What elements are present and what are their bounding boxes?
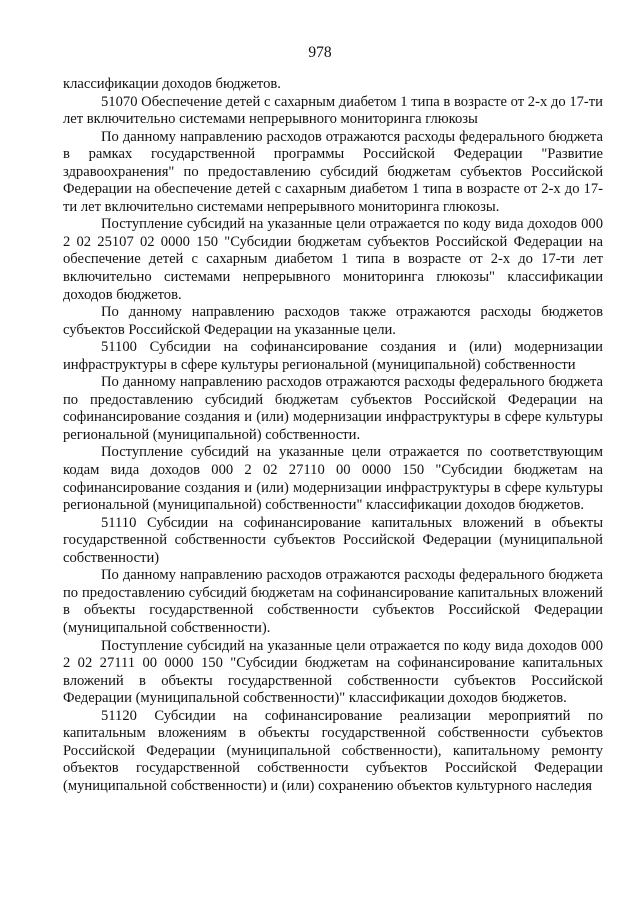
paragraph: По данному направлению расходов отражаются расходы федерального бюджета в рамках государственной программы Российской Федерации "Развитие здравоохранения" по предоставлению субсидий бюджетам субъектов Российской Федерации на обеспечение детей с сахарным диабетом 1 типа в возрасте от 2-х до 17-ти лет включительно системами непрерывного мониторинга глюкозы. bbox=[63, 128, 603, 215]
paragraph: Поступление субсидий на указанные цели отражается по коду вида доходов 000 2 02 27111 00 0000 150 "Субсидии бюджетам на софинансирование капитальных вложений в объекты государственной собственности субъектов Российской Федерации (муниципальной собственности)" классификации доходов бюджетов. bbox=[63, 637, 603, 707]
section-heading-51100: 51100 Субсидии на софинансирование создания и (или) модернизации инфраструктуры в сфере культуры региональной (муниципальной) собственности bbox=[63, 339, 603, 373]
paragraph: Поступление субсидий на указанные цели отражается по соответствующим кодам вида доходов 000 2 02 27110 00 0000 150 "Субсидии бюджетам на софинансирование создания и (или) модернизации инфраструктуры в сфере культуры региональной (муниципальной) собственности" классификации доходов бюджетов. bbox=[63, 444, 603, 514]
paragraph: По данному направлению расходов отражаются расходы федерального бюджета по предоставлению субсидий бюджетам субъектов Российской Федерации на софинансирование создания и (или) модернизации инфраструктуры в сфере культуры региональной (муниципальной) собственности. bbox=[63, 374, 603, 443]
paragraph: По данному направлению расходов также отражаются расходы бюджетов субъектов Российской Федерации на указанные цели. bbox=[63, 304, 603, 338]
section-heading-51070: 51070 Обеспечение детей с сахарным диабетом 1 типа в возрасте от 2-х до 17-ти лет включительно системами непрерывного мониторинга глюкозы bbox=[63, 93, 603, 128]
section-heading-51110: 51110 Субсидии на софинансирование капитальных вложений в объекты государственной собственности субъектов Российской Федерации (муниципальной собственности) bbox=[63, 514, 603, 566]
paragraph-continuation: классификации доходов бюджетов. bbox=[63, 76, 281, 92]
section-heading-51120: 51120 Субсидии на софинансирование реализации мероприятий по капитальным вложениям в объекты государственной собственности субъектов Российской Федерации (муниципальной собственности), капитальному ремонту объектов государственной собственности субъектов Российской Федерации (муниципальной собственности) и (или) сохранению объектов культурного наследия bbox=[63, 707, 603, 794]
page-number: 978 bbox=[308, 44, 332, 61]
paragraph: По данному направлению расходов отражаются расходы федерального бюджета по предоставлению субсидий бюджетам на софинансирование капитальных вложений в объекты государственной собственности субъектов Российской Федерации (муниципальной собственности). bbox=[63, 567, 603, 636]
paragraph: Поступление субсидий на указанные цели отражается по коду вида доходов 000 2 02 25107 02 0000 150 "Субсидии бюджетам субъектов Российской Федерации на обеспечение детей с сахарным диабетом 1 типа в возрасте от 2-х до 17-ти лет включительно системами непрерывного мониторинга глюкозы" классификации доходов бюджетов. bbox=[63, 216, 603, 303]
document-body bbox=[63, 76, 603, 795]
